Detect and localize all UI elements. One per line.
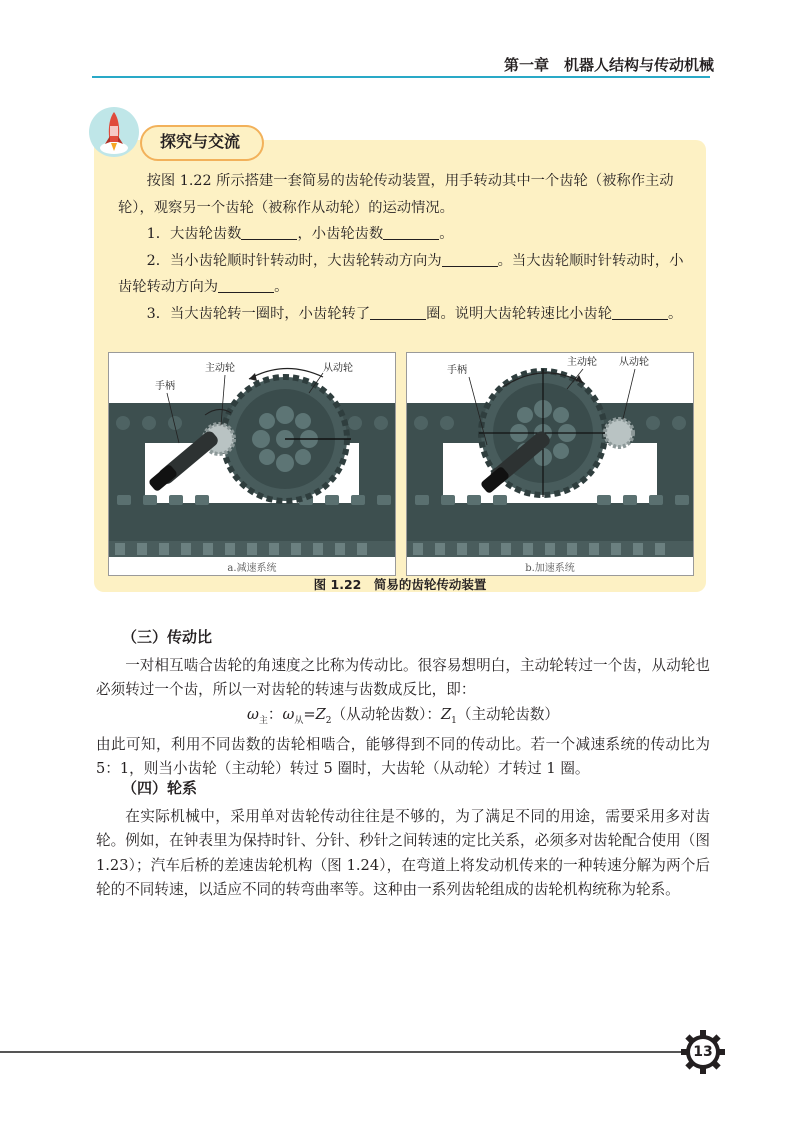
label-driven: 从动轮 — [619, 357, 649, 368]
answer-blank — [383, 223, 439, 240]
answer-blank — [370, 303, 426, 320]
section3-para2: 由此可知，利用不同齿数的齿轮相啮合，能够得到不同的传动比。若一个减速系统的传动比为 5：1，则当小齿轮（主动轮）转过 5 圈时，大齿轮（从动轮）才转过 1 圈。 — [96, 735, 710, 778]
figure-a-subcaption: a.减速系统 — [227, 563, 277, 574]
label-driver: 主动轮 — [205, 363, 235, 374]
figure-a-reduction — [108, 352, 396, 576]
formula-omega: ω — [282, 705, 295, 723]
section-heading-gear-train: （四）轮系 — [122, 779, 198, 797]
section3-body — [96, 654, 710, 781]
answer-blank — [612, 303, 668, 320]
q3-text-c: 。 — [668, 305, 683, 322]
q3-text-b: 圈。说明大齿轮转速比小齿轮 — [426, 305, 613, 322]
q2-text-b: 。当大齿轮顺时针转动时，小齿轮转动方向为 — [118, 252, 684, 295]
section3-para1: 一对相互啮合齿轮的角速度之比称为传动比。很容易想明白，主动轮转过一个齿，从动轮也必须转过一个齿，所以一对齿轮的转速与齿数成反比，即： — [96, 657, 710, 699]
question-1 — [118, 221, 688, 248]
formula-sub: 从 — [294, 715, 304, 726]
q3-text-a: 3．当大齿轮转一圈时，小齿轮转了 — [146, 305, 371, 322]
page-number: 13 — [693, 1044, 713, 1060]
q1-text-c: 。 — [439, 226, 454, 242]
formula-sub: 2 — [325, 715, 332, 726]
section4-body — [96, 805, 710, 902]
explore-intro: 按图 1.22 所示搭建一套简易的齿轮传动装置，用手转动其中一个齿轮（被称作主动轮），观察另一个齿轮（被称作从动轮）的运动情况。 — [118, 173, 674, 216]
label-handle: 手柄 — [155, 381, 175, 392]
formula-sub: 主 — [258, 715, 268, 726]
formula-omega: ω — [246, 705, 259, 723]
formula-z: Z — [315, 705, 326, 723]
q2-text-c: 。 — [274, 279, 289, 295]
footer-rule — [0, 1051, 690, 1053]
formula-text: （从动轮齿数）： — [331, 705, 441, 723]
figure-b-speedup — [406, 352, 694, 576]
formula-colon: ： — [267, 705, 283, 723]
label-driver: 主动轮 — [567, 357, 597, 368]
explore-text — [118, 168, 688, 327]
formula-equals: = — [303, 705, 316, 723]
question-3 — [118, 301, 688, 328]
answer-blank — [241, 223, 297, 240]
ratio-formula — [96, 703, 710, 733]
header-rule — [92, 76, 710, 78]
question-2 — [118, 248, 688, 301]
answer-blank — [218, 276, 274, 293]
figure-caption: 图 1.22 简易的齿轮传动装置 — [313, 577, 487, 592]
formula-sub: 1 — [451, 715, 457, 726]
section4-para: 在实际机械中，采用单对齿轮传动往往是不够的，为了满足不同的用途，需要采用多对齿轮。例如，在钟表里为保持时针、分针、秒针之间转速的定比关系，必须多对齿轮配合使用（图 1.23）；汽车后桥的差速齿轮机构（图 1.24），在弯道上将发动机传来的一种转速分解为两个后轮的不同转速，以适应不同的转弯曲率等。这种由一系列齿轮组成的齿轮机构统称为轮系。 — [96, 808, 710, 898]
q1-text-b: ，小齿轮齿数 — [297, 226, 384, 242]
label-handle: 手柄 — [447, 365, 467, 376]
formula-text: （主动轮齿数） — [456, 705, 560, 723]
section-heading-transmission-ratio: （三）传动比 — [122, 628, 213, 646]
formula-z: Z — [440, 705, 452, 723]
q2-text-a: 2．当小齿轮顺时针转动时，大齿轮转动方向为 — [146, 252, 442, 269]
gear-illustration-b — [407, 353, 693, 563]
figure-b-subcaption: b.加速系统 — [525, 563, 575, 574]
q1-text-a: 1．大齿轮齿数 — [146, 226, 242, 242]
explore-tab: 探究与交流 — [140, 125, 264, 161]
chapter-header: 第一章 机器人结构与传动机械 — [503, 56, 714, 74]
gear-illustration-a — [109, 353, 395, 563]
rocket-icon — [86, 104, 142, 160]
label-driven: 从动轮 — [323, 363, 353, 374]
answer-blank — [442, 250, 498, 267]
